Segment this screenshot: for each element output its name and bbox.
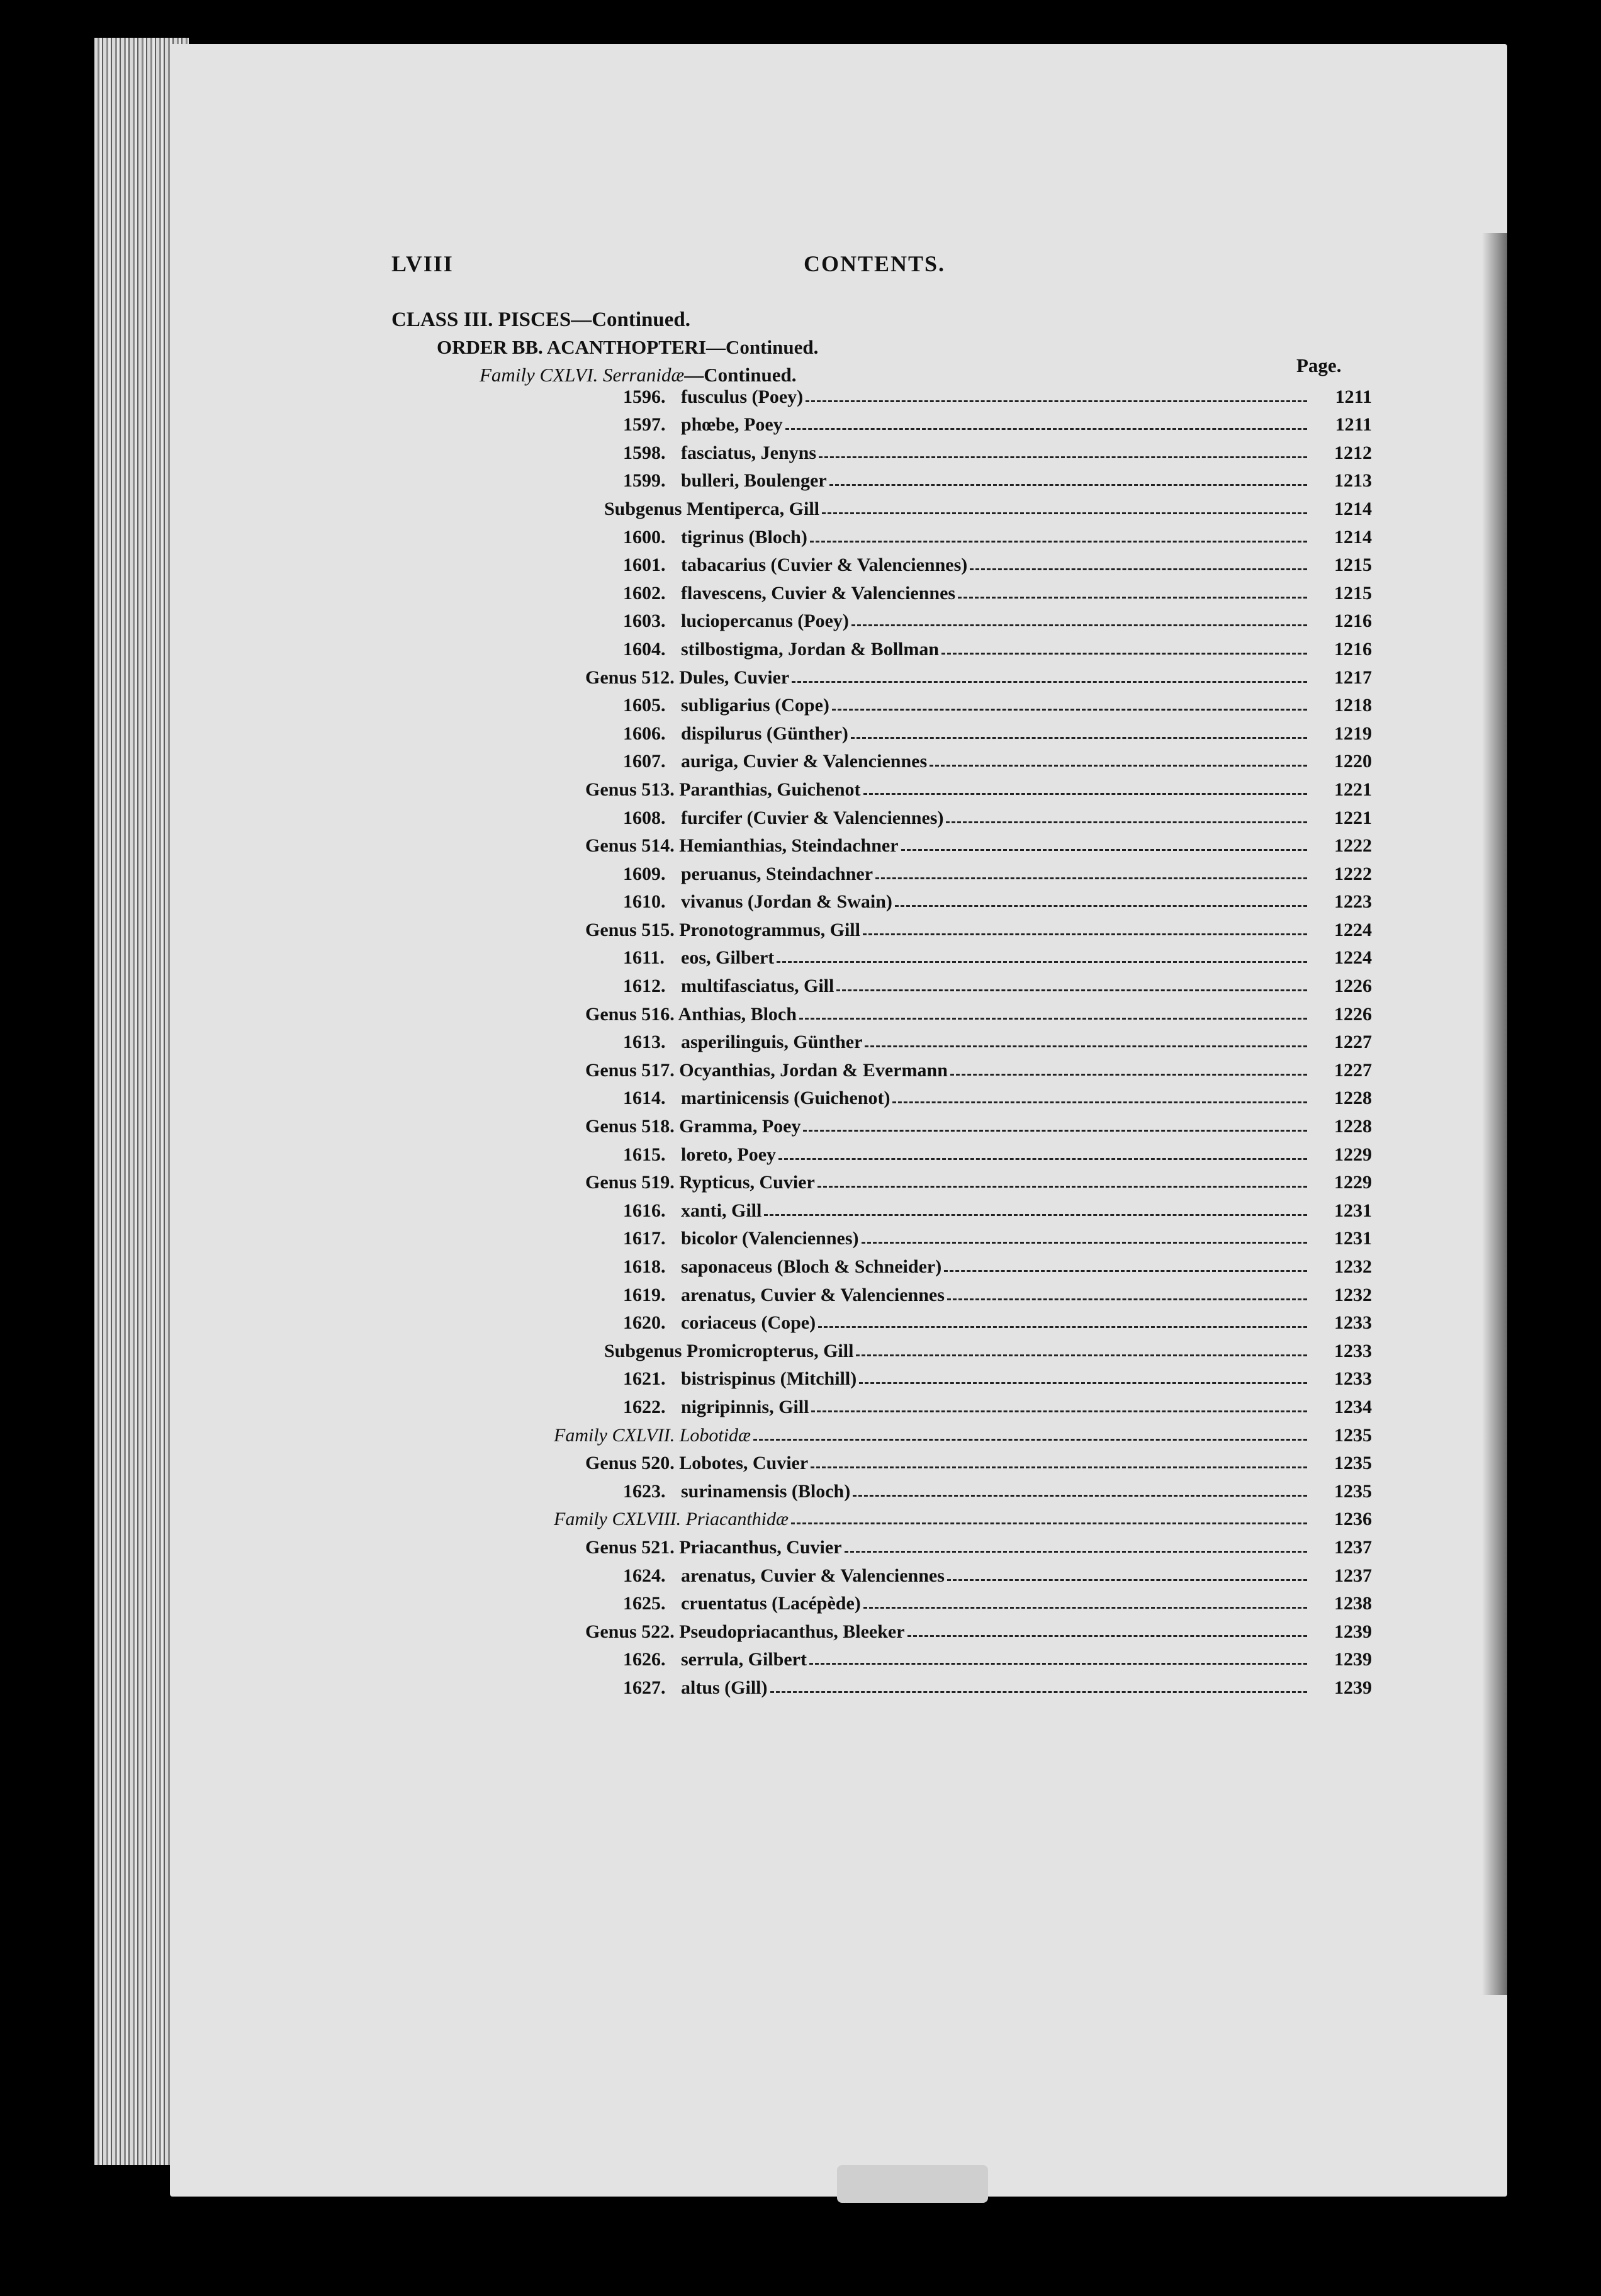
species-number: 1610. xyxy=(623,891,666,913)
dot-leader xyxy=(811,1466,1307,1468)
entry-title: bistrispinus (Mitchill) xyxy=(681,1368,857,1390)
toc-entry-label xyxy=(623,1677,768,1699)
dot-leader xyxy=(853,1495,1307,1497)
entry-title: eos, Gilbert xyxy=(681,947,775,969)
dot-leader xyxy=(770,1691,1307,1693)
entry-title: furcifer (Cuvier & Valenciennes) xyxy=(681,807,944,828)
toc-entry-label xyxy=(623,386,803,408)
entry-title: dispilurus (Günther) xyxy=(681,723,848,744)
dot-leader xyxy=(944,1270,1307,1272)
toc-entry xyxy=(522,1418,1372,1446)
toc-entry-label xyxy=(623,470,827,492)
toc-entry-label xyxy=(585,1060,948,1081)
toc-entry xyxy=(522,1558,1372,1587)
entry-title: auriga, Cuvier & Valenciennes xyxy=(681,751,928,772)
entry-title: Genus 521. Priacanthus, Cuvier xyxy=(585,1536,842,1558)
toc-entry xyxy=(522,1306,1372,1334)
dot-leader xyxy=(958,597,1307,599)
species-number: 1613. xyxy=(623,1032,666,1053)
toc-entry-label xyxy=(554,1509,789,1530)
species-number: 1624. xyxy=(623,1565,666,1586)
page-ref: 1214 xyxy=(1334,498,1372,519)
toc-list xyxy=(522,380,1372,1699)
toc-entry-label xyxy=(585,1116,800,1137)
dot-leader xyxy=(856,1354,1307,1356)
dot-leader xyxy=(810,541,1307,543)
species-number: 1625. xyxy=(623,1593,666,1614)
entry-title: tabacarius (Cuvier & Valenciennes) xyxy=(681,554,968,576)
species-number: 1601. xyxy=(623,554,666,576)
toc-entry-label xyxy=(585,835,899,857)
species-number: 1604. xyxy=(623,638,666,660)
toc-entry xyxy=(522,576,1372,604)
toc-entry-label xyxy=(623,1256,941,1278)
dot-leader xyxy=(791,1522,1307,1524)
page-ref: 1237 xyxy=(1334,1565,1372,1586)
entry-title: coriaceus (Cope) xyxy=(681,1312,816,1334)
page-column-label: Page. xyxy=(1296,354,1342,376)
toc-entry-label xyxy=(623,751,927,772)
entry-title: tigrinus (Bloch) xyxy=(681,526,807,548)
toc-entry xyxy=(522,1334,1372,1362)
dot-leader xyxy=(851,624,1307,626)
species-number: 1623. xyxy=(623,1480,666,1502)
toc-entry xyxy=(522,829,1372,857)
page-ref: 1235 xyxy=(1334,1453,1372,1474)
dot-leader xyxy=(777,961,1307,963)
toc-entry-label xyxy=(623,1481,850,1502)
page-ref: 1239 xyxy=(1334,1621,1372,1642)
entry-title: bicolor (Valenciennes) xyxy=(681,1228,859,1249)
dot-leader xyxy=(836,989,1307,991)
page-ref: 1231 xyxy=(1334,1228,1372,1249)
toc-entry xyxy=(522,1249,1372,1278)
toc-entry xyxy=(522,1109,1372,1137)
toc-entry xyxy=(522,997,1372,1025)
page-ref: 1226 xyxy=(1334,1003,1372,1025)
species-number: 1596. xyxy=(623,386,666,407)
toc-entry-label xyxy=(623,1649,807,1670)
family-title: Family CXLVIII. Priacanthidæ xyxy=(554,1509,789,1530)
page-ref: 1227 xyxy=(1334,1059,1372,1081)
dot-leader xyxy=(785,428,1307,430)
entry-title: bulleri, Boulenger xyxy=(681,470,827,492)
entry-title: saponaceus (Bloch & Schneider) xyxy=(681,1256,942,1277)
entry-title: fusculus (Poey) xyxy=(681,386,804,407)
family-title: Family CXLVII. Lobotidæ xyxy=(554,1424,751,1446)
entry-title: xanti, Gill xyxy=(681,1200,762,1221)
entry-title: vivanus (Jordan & Swain) xyxy=(681,891,892,913)
page-ref: 1221 xyxy=(1334,779,1372,800)
dot-leader xyxy=(817,1186,1307,1188)
entry-title: altus (Gill) xyxy=(681,1677,768,1698)
toc-entry xyxy=(522,716,1372,745)
species-number: 1618. xyxy=(623,1256,666,1277)
page-ref: 1231 xyxy=(1334,1200,1372,1221)
toc-entry xyxy=(522,408,1372,436)
dot-leader xyxy=(863,933,1307,935)
entry-title: arenatus, Cuvier & Valenciennes xyxy=(681,1284,945,1305)
entry-title: nigripinnis, Gill xyxy=(681,1396,809,1417)
dot-leader xyxy=(822,512,1307,514)
dot-leader xyxy=(950,1074,1307,1076)
toc-entry-label xyxy=(585,1004,797,1025)
species-number: 1608. xyxy=(623,807,666,828)
toc-entry xyxy=(522,1502,1372,1531)
toc-entry xyxy=(522,1222,1372,1250)
page-ref: 1221 xyxy=(1334,807,1372,828)
toc-entry-label xyxy=(623,1228,859,1249)
page-ref: 1216 xyxy=(1334,638,1372,660)
toc-entry-label xyxy=(623,611,849,632)
page-curl-shadow xyxy=(1482,233,1507,1995)
toc-entry-label xyxy=(623,1285,945,1306)
entry-title: Genus 516. Anthias, Bloch xyxy=(585,1003,797,1025)
species-number: 1614. xyxy=(623,1088,666,1109)
species-number: 1612. xyxy=(623,976,666,997)
dot-leader xyxy=(832,709,1307,711)
page-ref: 1229 xyxy=(1334,1172,1372,1193)
entry-title: surinamensis (Bloch) xyxy=(681,1480,851,1502)
species-number: 1619. xyxy=(623,1284,666,1305)
page-bottom-tab xyxy=(837,2165,988,2203)
dot-leader xyxy=(829,484,1307,486)
toc-entry-label xyxy=(623,1397,809,1418)
dot-leader xyxy=(970,568,1307,570)
toc-entry xyxy=(522,604,1372,633)
entry-title: Genus 518. Gramma, Poey xyxy=(585,1116,801,1137)
toc-entry-label xyxy=(604,498,819,520)
species-number: 1602. xyxy=(623,582,666,604)
dot-leader xyxy=(753,1439,1307,1441)
running-header xyxy=(391,250,1568,288)
page-ref: 1215 xyxy=(1334,554,1372,576)
species-number: 1616. xyxy=(623,1200,666,1221)
entry-title: subligarius (Cope) xyxy=(681,695,829,716)
toc-entry-label xyxy=(585,667,789,689)
toc-entry xyxy=(522,689,1372,717)
toc-entry-label xyxy=(585,779,861,801)
order-heading: ORDER BB. ACANTHOPTERI—Continued. xyxy=(437,336,819,358)
toc-entry xyxy=(522,1446,1372,1475)
page-ref: 1222 xyxy=(1334,835,1372,857)
species-number: 1607. xyxy=(623,751,666,772)
toc-entry xyxy=(522,1278,1372,1306)
toc-entry xyxy=(522,941,1372,969)
entry-title: Subgenus Mentiperca, Gill xyxy=(604,498,819,519)
dot-leader xyxy=(947,1579,1307,1581)
toc-entry xyxy=(522,1390,1372,1418)
dot-leader xyxy=(764,1214,1307,1216)
toc-entry-label xyxy=(623,947,774,969)
dot-leader xyxy=(930,765,1307,767)
entry-title: Genus 520. Lobotes, Cuvier xyxy=(585,1453,809,1474)
dot-leader xyxy=(806,400,1307,402)
entry-title: arenatus, Cuvier & Valenciennes xyxy=(681,1565,945,1586)
toc-entry xyxy=(522,1670,1372,1699)
dot-leader xyxy=(895,905,1307,907)
toc-entry-label xyxy=(623,1032,862,1053)
entry-title: cruentatus (Lacépède) xyxy=(681,1593,861,1614)
toc-entry-label xyxy=(623,808,943,829)
toc-entry-label xyxy=(623,695,829,716)
toc-entry-label xyxy=(623,891,892,913)
toc-entry xyxy=(522,1081,1372,1110)
dot-leader xyxy=(845,1551,1307,1553)
toc-entry-label xyxy=(604,1341,853,1362)
page-ref: 1237 xyxy=(1334,1536,1372,1558)
entry-title: Genus 514. Hemianthias, Steindachner xyxy=(585,835,899,857)
page-ref: 1232 xyxy=(1334,1256,1372,1277)
dot-leader xyxy=(859,1382,1307,1384)
entry-title: multifasciatus, Gill xyxy=(681,976,834,997)
toc-entry xyxy=(522,1474,1372,1502)
family-label: Family CXLVI. xyxy=(480,364,598,386)
toc-entry xyxy=(522,492,1372,520)
dot-leader xyxy=(947,1298,1307,1300)
page-ref: 1216 xyxy=(1334,611,1372,632)
entry-title: Genus 515. Pronotogrammus, Gill xyxy=(585,919,860,940)
toc-entry-label xyxy=(623,554,967,576)
page-ref: 1238 xyxy=(1334,1593,1372,1614)
dot-leader xyxy=(778,1158,1307,1160)
toc-entry-label xyxy=(623,1312,816,1334)
page-title: CONTENTS. xyxy=(804,251,946,276)
page-ref: 1218 xyxy=(1334,695,1372,716)
dot-leader xyxy=(946,821,1307,823)
entry-title: fasciatus, Jenyns xyxy=(681,442,817,463)
entry-title: Genus 512. Dules, Cuvier xyxy=(585,667,790,688)
species-number: 1600. xyxy=(623,526,666,548)
toc-entry-label xyxy=(623,723,848,745)
toc-entry-label xyxy=(623,864,873,885)
dot-leader xyxy=(809,1663,1307,1665)
toc-entry xyxy=(522,660,1372,689)
toc-entry-label xyxy=(585,1453,808,1474)
toc-entry-label xyxy=(623,1088,890,1109)
page-ref: 1228 xyxy=(1334,1116,1372,1137)
species-number: 1617. xyxy=(623,1228,666,1249)
page-ref: 1235 xyxy=(1334,1424,1372,1446)
toc-entry xyxy=(522,1053,1372,1081)
toc-entry-label xyxy=(585,1621,905,1643)
dot-leader xyxy=(875,877,1307,879)
species-number: 1622. xyxy=(623,1396,666,1417)
toc-entry-label xyxy=(585,1172,815,1193)
page-ref: 1233 xyxy=(1334,1340,1372,1361)
toc-entry xyxy=(522,1137,1372,1166)
toc-entry xyxy=(522,1614,1372,1643)
dot-leader xyxy=(907,1635,1307,1637)
entry-title: Genus 513. Paranthias, Guichenot xyxy=(585,779,861,800)
species-number: 1621. xyxy=(623,1368,666,1390)
entry-title: asperilinguis, Günther xyxy=(681,1032,863,1053)
toc-entry xyxy=(522,857,1372,885)
species-number: 1606. xyxy=(623,723,666,744)
page-ref: 1233 xyxy=(1334,1312,1372,1334)
dot-leader xyxy=(862,1242,1308,1244)
toc-entry-label xyxy=(623,639,939,660)
entry-title: Genus 522. Pseudopriacanthus, Bleeker xyxy=(585,1621,905,1642)
species-number: 1603. xyxy=(623,611,666,632)
toc-entry-label xyxy=(623,527,807,548)
species-number: 1627. xyxy=(623,1677,666,1698)
toc-entry xyxy=(522,913,1372,941)
dot-leader xyxy=(819,456,1307,458)
page-ref: 1213 xyxy=(1334,470,1372,492)
toc-entry-label xyxy=(585,1537,842,1558)
dot-leader xyxy=(803,1130,1307,1132)
species-number: 1609. xyxy=(623,863,666,884)
page-ref: 1211 xyxy=(1335,386,1372,407)
toc-entry xyxy=(522,1166,1372,1194)
page-ref: 1212 xyxy=(1334,442,1372,463)
page-ref: 1211 xyxy=(1335,414,1372,436)
page-ref: 1215 xyxy=(1334,582,1372,604)
page-ref: 1217 xyxy=(1334,667,1372,688)
toc-entry-label xyxy=(623,1144,776,1166)
entry-title: phœbe, Poey xyxy=(681,414,783,436)
toc-entry-label xyxy=(623,976,834,997)
dot-leader xyxy=(863,793,1307,795)
page-ref: 1224 xyxy=(1334,919,1372,940)
toc-entry xyxy=(522,745,1372,773)
toc-entry xyxy=(522,464,1372,492)
page-ref: 1222 xyxy=(1334,863,1372,884)
dot-leader xyxy=(941,653,1307,655)
toc-entry xyxy=(522,632,1372,660)
entry-title: loreto, Poey xyxy=(681,1144,777,1165)
family-suffix: —Continued. xyxy=(684,364,797,386)
toc-entry xyxy=(522,885,1372,913)
toc-entry xyxy=(522,436,1372,464)
dot-leader xyxy=(811,1410,1307,1412)
species-number: 1626. xyxy=(623,1649,666,1670)
dot-leader xyxy=(792,681,1307,683)
page-ref: 1235 xyxy=(1334,1480,1372,1502)
toc-entry-label xyxy=(623,414,783,436)
dot-leader xyxy=(799,1018,1307,1020)
entry-title: flavescens, Cuvier & Valenciennes xyxy=(681,582,956,604)
toc-entry-label xyxy=(623,1593,861,1614)
page-ref: 1239 xyxy=(1334,1677,1372,1698)
toc-entry-label xyxy=(623,1565,945,1587)
family-name: Serranidæ xyxy=(603,364,685,386)
page-ref: 1227 xyxy=(1334,1032,1372,1053)
entry-title: luciopercanus (Poey) xyxy=(681,611,849,632)
page-ref: 1219 xyxy=(1334,723,1372,744)
species-number: 1599. xyxy=(623,470,666,492)
toc-entry xyxy=(522,969,1372,997)
dot-leader xyxy=(892,1101,1307,1103)
entry-title: martinicensis (Guichenot) xyxy=(681,1088,890,1109)
entry-title: stilbostigma, Jordan & Bollman xyxy=(681,638,940,660)
toc-entry xyxy=(522,548,1372,577)
toc-entry-label xyxy=(623,583,955,604)
dot-leader xyxy=(818,1326,1307,1328)
page-ref: 1223 xyxy=(1334,891,1372,913)
species-number: 1611. xyxy=(623,947,665,969)
page-ref: 1232 xyxy=(1334,1284,1372,1305)
toc-entry xyxy=(522,520,1372,548)
dot-leader xyxy=(863,1607,1307,1609)
toc-entry xyxy=(522,1643,1372,1671)
page-ref: 1220 xyxy=(1334,751,1372,772)
toc-entry xyxy=(522,1587,1372,1615)
page-ref: 1236 xyxy=(1334,1509,1372,1530)
species-number: 1605. xyxy=(623,695,666,716)
toc-entry xyxy=(522,1193,1372,1222)
species-number: 1598. xyxy=(623,442,666,463)
toc-entry-label xyxy=(623,1368,857,1390)
page-ref: 1229 xyxy=(1334,1144,1372,1165)
page-ref: 1228 xyxy=(1334,1088,1372,1109)
toc-entry xyxy=(522,1530,1372,1558)
toc-entry-label xyxy=(623,442,816,464)
entry-title: Subgenus Promicropterus, Gill xyxy=(604,1340,854,1361)
class-heading: CLASS III. PISCES—Continued. xyxy=(391,308,691,331)
species-number: 1597. xyxy=(623,414,666,436)
page-ref: 1224 xyxy=(1334,947,1372,969)
entry-title: serrula, Gilbert xyxy=(681,1649,807,1670)
page-number: LVIII xyxy=(391,251,454,276)
toc-entry xyxy=(522,772,1372,801)
dot-leader xyxy=(851,737,1307,739)
toc-entry xyxy=(522,1025,1372,1054)
dot-leader xyxy=(901,849,1307,851)
dot-leader xyxy=(865,1045,1307,1047)
page-ref: 1234 xyxy=(1334,1396,1372,1417)
toc-entry-label xyxy=(554,1425,751,1446)
page-ref: 1214 xyxy=(1334,526,1372,548)
toc-entry xyxy=(522,1362,1372,1390)
entry-title: peruanus, Steindachner xyxy=(681,863,874,884)
page-ref: 1239 xyxy=(1334,1649,1372,1670)
species-number: 1615. xyxy=(623,1144,666,1165)
toc-entry xyxy=(522,801,1372,829)
entry-title: Genus 519. Rypticus, Cuvier xyxy=(585,1172,815,1193)
toc-entry xyxy=(522,380,1372,408)
page-ref: 1226 xyxy=(1334,976,1372,997)
toc-entry-label xyxy=(623,1200,761,1222)
page-ref: 1233 xyxy=(1334,1368,1372,1390)
species-number: 1620. xyxy=(623,1312,666,1334)
entry-title: Genus 517. Ocyanthias, Jordan & Evermann xyxy=(585,1059,948,1081)
toc-entry-label xyxy=(585,920,860,941)
